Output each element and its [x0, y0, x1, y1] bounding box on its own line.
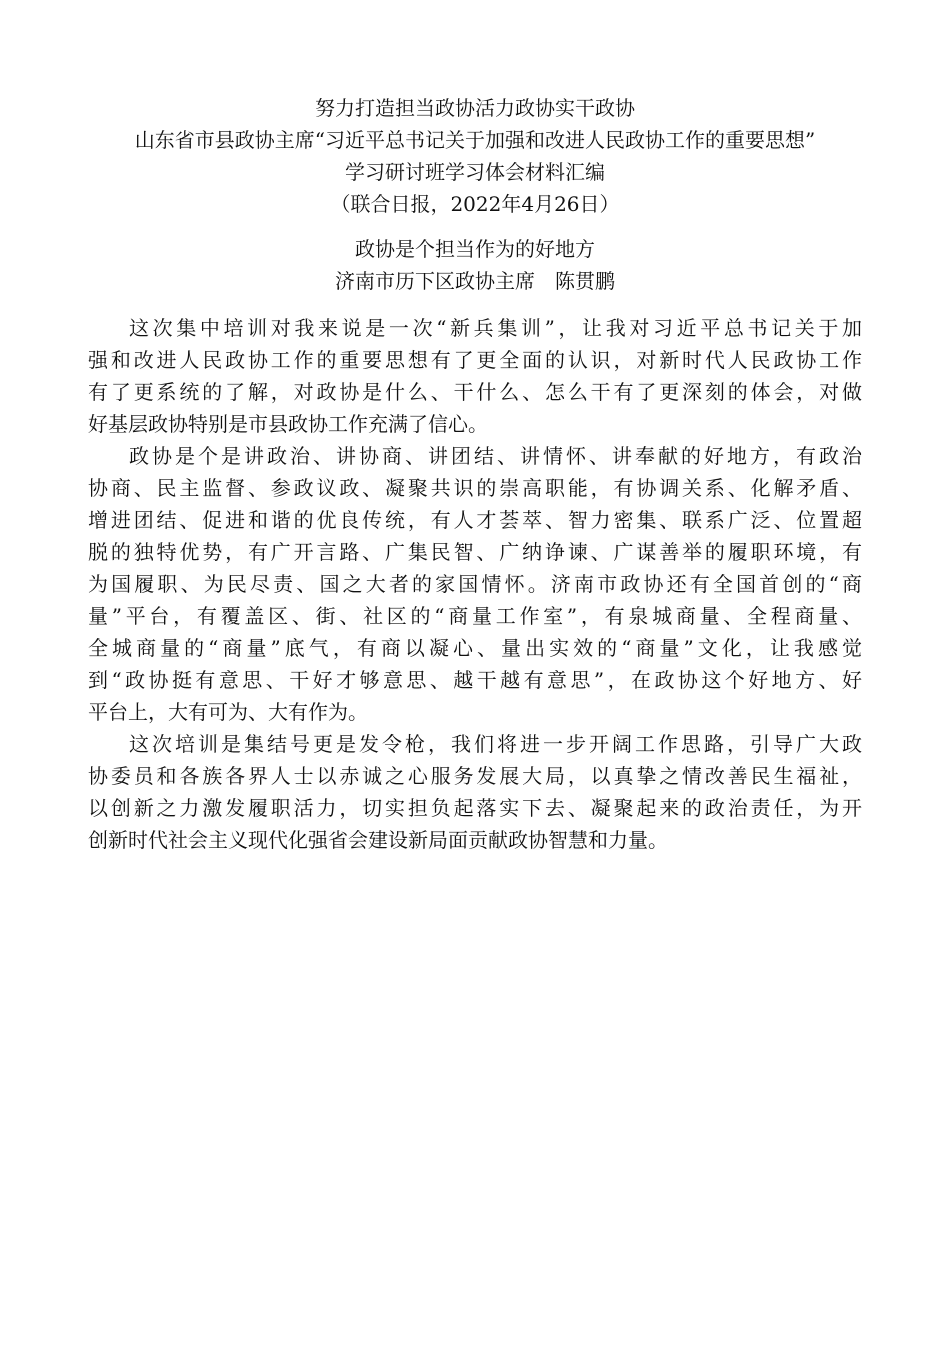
paragraph-line: 量”平台，有覆盖区、街、社区的“商量工作室”，有泉城商量、全程商量、 — [88, 604, 862, 628]
paragraph-line: 增进团结、促进和谐的优良传统，有人才荟萃、智力密集、联系广泛、位置超 — [88, 508, 862, 532]
paragraph-line: 平台上，大有可为、大有作为。 — [88, 700, 368, 724]
paragraph — [88, 312, 862, 440]
article-body — [88, 312, 862, 856]
paragraph-line: 政协是个是讲政治、讲协商、讲团结、讲情怀、讲奉献的好地方，有政治 — [129, 444, 862, 468]
article-title: 政协是个担当作为的好地方 — [355, 237, 595, 261]
document-title-line-2: 山东省市县政协主席“习近平总书记关于加强和改进人民政协工作的重要思想” — [134, 128, 816, 152]
document-header — [88, 92, 862, 220]
paragraph-line: 协商、民主监督、参政议政、凝聚共识的崇高职能，有协调关系、化解矛盾、 — [88, 476, 862, 500]
paragraph-line: 创新时代社会主义现代化强省会建设新局面贡献政协智慧和力量。 — [88, 828, 668, 852]
paragraph-line: 这次集中培训对我来说是一次“新兵集训”，让我对习近平总书记关于加 — [129, 316, 862, 340]
document-title-line-3: 学习研讨班学习体会材料汇编 — [345, 160, 605, 184]
author-line: 济南市历下区政协主席 陈贯鹏 — [335, 269, 615, 293]
paragraph-line: 好基层政协特别是市县政协工作充满了信心。 — [88, 412, 488, 436]
paragraph-line: 全城商量的“商量”底气，有商以凝心、量出实效的“商量”文化，让我感觉 — [88, 636, 862, 660]
paragraph-line: 有了更系统的了解，对政协是什么、干什么、怎么干有了更深刻的体会，对做 — [88, 380, 862, 404]
paragraph-line: 这次培训是集结号更是发令枪，我们将进一步开阔工作思路，引导广大政 — [129, 732, 862, 756]
paragraph-line: 强和改进人民政协工作的重要思想有了更全面的认识，对新时代人民政协工作 — [88, 348, 862, 372]
document-title: 努力打造担当政协活力政协实干政协 — [315, 96, 635, 120]
paragraph-line: 为国履职、为民尽责、国之大者的家国情怀。济南市政协还有全国首创的“商 — [88, 572, 862, 596]
paragraph — [88, 440, 862, 728]
paragraph-line: 以创新之力激发履职活力，切实担负起落实下去、凝聚起来的政治责任，为开 — [88, 796, 862, 820]
article-heading — [88, 233, 862, 297]
paragraph — [88, 728, 862, 856]
paragraph-line: 协委员和各族各界人士以赤诚之心服务发展大局，以真挚之情改善民生福祉， — [88, 764, 862, 788]
paragraph-line: 脱的独特优势，有广开言路、广集民智、广纳诤谏、广谋善举的履职环境，有 — [88, 540, 862, 564]
paragraph-line: 到“政协挺有意思、干好才够意思、越干越有意思”，在政协这个好地方、好 — [88, 668, 862, 692]
document-source-line: （联合日报，2022年4月26日） — [330, 192, 620, 216]
